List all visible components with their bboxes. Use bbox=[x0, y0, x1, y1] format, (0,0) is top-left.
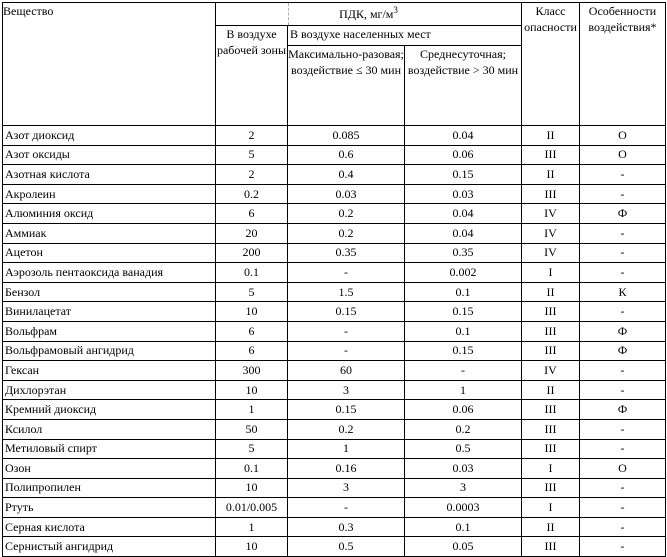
effect-cell: Ф bbox=[580, 321, 666, 341]
daily-avg-value-cell: 0.1 bbox=[405, 282, 522, 302]
work-zone-value-cell: 6 bbox=[216, 341, 288, 361]
column-header-populated-places: В воздухе населенных мест bbox=[288, 26, 522, 46]
table-row bbox=[3, 498, 666, 518]
effect-cell: Ф bbox=[580, 400, 666, 420]
effect-cell: - bbox=[580, 263, 666, 283]
effect-cell: Ф bbox=[580, 341, 666, 361]
column-header-effects: Особенности воздействия* bbox=[580, 3, 666, 126]
max-single-value-cell: 0.35 bbox=[288, 243, 405, 263]
daily-avg-value-cell: 0.06 bbox=[405, 400, 522, 420]
effect-cell: - bbox=[580, 380, 666, 400]
hazard-class-cell: I bbox=[522, 459, 580, 479]
daily-avg-value-cell: 0.35 bbox=[405, 243, 522, 263]
column-header-substance: Вещество bbox=[3, 3, 216, 126]
work-zone-value-cell: 50 bbox=[216, 419, 288, 439]
daily-avg-value-cell: 0.002 bbox=[405, 263, 522, 283]
substance-cell: Алюминия оксид bbox=[3, 204, 216, 224]
max-single-value-cell: 1.5 bbox=[288, 282, 405, 302]
hazard-class-cell: III bbox=[522, 302, 580, 322]
daily-avg-value-cell: 0.15 bbox=[405, 341, 522, 361]
table-row bbox=[3, 263, 666, 283]
daily-avg-value-cell: 0.03 bbox=[405, 459, 522, 479]
hazard-class-cell: II bbox=[522, 380, 580, 400]
work-zone-value-cell: 0.01/0.005 bbox=[216, 498, 288, 518]
max-single-value-cell: - bbox=[288, 341, 405, 361]
hazard-class-cell: IV bbox=[522, 223, 580, 243]
work-zone-value-cell: 300 bbox=[216, 361, 288, 381]
substance-cell: Ртуть bbox=[3, 498, 216, 518]
max-single-value-cell: - bbox=[288, 321, 405, 341]
merged-cell-gridline bbox=[288, 3, 289, 25]
effect-cell: - bbox=[580, 361, 666, 381]
effect-cell: - bbox=[580, 498, 666, 518]
effect-cell: К bbox=[580, 282, 666, 302]
substance-cell: Аэрозоль пентаоксида ванадия bbox=[3, 263, 216, 283]
work-zone-value-cell: 10 bbox=[216, 302, 288, 322]
hazard-class-cell: II bbox=[522, 126, 580, 146]
substance-cell: Полипропилен bbox=[3, 478, 216, 498]
effect-cell: - bbox=[580, 184, 666, 204]
max-single-value-cell: 0.16 bbox=[288, 459, 405, 479]
max-single-value-cell: 0.15 bbox=[288, 400, 405, 420]
work-zone-value-cell: 1 bbox=[216, 400, 288, 420]
table-row bbox=[3, 223, 666, 243]
table-row bbox=[3, 184, 666, 204]
max-single-value-cell: 0.5 bbox=[288, 537, 405, 557]
hazard-class-cell: III bbox=[522, 145, 580, 165]
work-zone-value-cell: 10 bbox=[216, 380, 288, 400]
hazard-class-cell: II bbox=[522, 282, 580, 302]
table-row bbox=[3, 126, 666, 146]
table-row bbox=[3, 165, 666, 185]
work-zone-value-cell: 0.1 bbox=[216, 263, 288, 283]
effect-cell: - bbox=[580, 439, 666, 459]
table-row bbox=[3, 341, 666, 361]
substance-cell: Озон bbox=[3, 459, 216, 479]
hazard-class-cell: III bbox=[522, 537, 580, 557]
work-zone-value-cell: 5 bbox=[216, 282, 288, 302]
hazard-class-cell: III bbox=[522, 439, 580, 459]
work-zone-value-cell: 0.2 bbox=[216, 184, 288, 204]
hazard-class-cell: IV bbox=[522, 361, 580, 381]
effect-cell: О bbox=[580, 126, 666, 146]
max-single-value-cell: 0.2 bbox=[288, 204, 405, 224]
effect-cell: - bbox=[580, 165, 666, 185]
substance-cell: Азот оксиды bbox=[3, 145, 216, 165]
daily-avg-value-cell: 0.1 bbox=[405, 517, 522, 537]
max-single-value-cell: - bbox=[288, 498, 405, 518]
effect-cell: - bbox=[580, 537, 666, 557]
substance-cell: Вольфрамовый ангидрид bbox=[3, 341, 216, 361]
pdk-group-label: ПДК, мг/м bbox=[339, 7, 394, 21]
daily-avg-value-cell: 0.03 bbox=[405, 184, 522, 204]
max-single-value-cell: 3 bbox=[288, 478, 405, 498]
work-zone-value-cell: 1 bbox=[216, 517, 288, 537]
table-row bbox=[3, 439, 666, 459]
work-zone-value-cell: 10 bbox=[216, 537, 288, 557]
work-zone-value-cell: 2 bbox=[216, 165, 288, 185]
substance-cell: Метиловый спирт bbox=[3, 439, 216, 459]
table-row bbox=[3, 321, 666, 341]
hazard-class-cell: III bbox=[522, 478, 580, 498]
substance-cell: Акролеин bbox=[3, 184, 216, 204]
daily-avg-value-cell: 0.0003 bbox=[405, 498, 522, 518]
column-header-work-zone: В воздухе рабочей зоны bbox=[216, 26, 288, 126]
effect-cell: Ф bbox=[580, 204, 666, 224]
hazard-class-cell: IV bbox=[522, 204, 580, 224]
max-single-value-cell: 0.4 bbox=[288, 165, 405, 185]
max-single-value-cell: 1 bbox=[288, 439, 405, 459]
effect-cell: - bbox=[580, 478, 666, 498]
table-row bbox=[3, 380, 666, 400]
column-header-max-single: Максимально-разовая; воздействие ≤ 30 мин bbox=[288, 46, 405, 126]
work-zone-value-cell: 0.1 bbox=[216, 459, 288, 479]
substance-cell: Дихлорэтан bbox=[3, 380, 216, 400]
hazard-class-cell: III bbox=[522, 419, 580, 439]
table-row bbox=[3, 459, 666, 479]
table-body bbox=[3, 126, 666, 557]
work-zone-value-cell: 10 bbox=[216, 478, 288, 498]
max-single-value-cell: 0.085 bbox=[288, 126, 405, 146]
hazard-class-cell: I bbox=[522, 498, 580, 518]
effect-cell: - bbox=[580, 243, 666, 263]
daily-avg-value-cell: 0.15 bbox=[405, 165, 522, 185]
effect-cell: - bbox=[580, 517, 666, 537]
table-row bbox=[3, 282, 666, 302]
substance-cell: Ксилол bbox=[3, 419, 216, 439]
hazard-class-cell: IV bbox=[522, 243, 580, 263]
max-single-value-cell: 60 bbox=[288, 361, 405, 381]
max-single-value-cell: 0.2 bbox=[288, 419, 405, 439]
max-single-value-cell: - bbox=[288, 263, 405, 283]
daily-avg-value-cell: 0.5 bbox=[405, 439, 522, 459]
daily-avg-value-cell: 0.05 bbox=[405, 537, 522, 557]
daily-avg-value-cell: 0.04 bbox=[405, 223, 522, 243]
hazard-class-cell: II bbox=[522, 165, 580, 185]
effect-cell: - bbox=[580, 302, 666, 322]
table-header bbox=[3, 3, 666, 126]
table-row bbox=[3, 243, 666, 263]
substance-cell: Кремний диоксид bbox=[3, 400, 216, 420]
effect-cell: - bbox=[580, 223, 666, 243]
hazard-class-cell: II bbox=[522, 517, 580, 537]
daily-avg-value-cell: 1 bbox=[405, 380, 522, 400]
table-row bbox=[3, 400, 666, 420]
max-single-value-cell: 0.15 bbox=[288, 302, 405, 322]
hazard-class-cell: III bbox=[522, 341, 580, 361]
substance-cell: Вольфрам bbox=[3, 321, 216, 341]
work-zone-value-cell: 6 bbox=[216, 321, 288, 341]
table-row bbox=[3, 419, 666, 439]
table-row bbox=[3, 302, 666, 322]
substance-cell: Азотная кислота bbox=[3, 165, 216, 185]
table-row bbox=[3, 537, 666, 557]
daily-avg-value-cell: 3 bbox=[405, 478, 522, 498]
hazard-class-cell: III bbox=[522, 321, 580, 341]
max-single-value-cell: 0.03 bbox=[288, 184, 405, 204]
max-single-value-cell: 0.2 bbox=[288, 223, 405, 243]
work-zone-value-cell: 2 bbox=[216, 126, 288, 146]
daily-avg-value-cell: 0.04 bbox=[405, 204, 522, 224]
hazard-class-cell: III bbox=[522, 184, 580, 204]
substance-cell: Ацетон bbox=[3, 243, 216, 263]
pdk-unit-superscript: 3 bbox=[393, 5, 398, 15]
table-row bbox=[3, 361, 666, 381]
pdk-table bbox=[2, 2, 666, 557]
work-zone-value-cell: 200 bbox=[216, 243, 288, 263]
effect-cell: - bbox=[580, 419, 666, 439]
max-single-value-cell: 3 bbox=[288, 380, 405, 400]
table-row bbox=[3, 478, 666, 498]
substance-cell: Винилацетат bbox=[3, 302, 216, 322]
substance-cell: Сернистый ангидрид bbox=[3, 537, 216, 557]
effect-cell: О bbox=[580, 145, 666, 165]
table-row bbox=[3, 204, 666, 224]
work-zone-value-cell: 5 bbox=[216, 145, 288, 165]
substance-cell: Гексан bbox=[3, 361, 216, 381]
substance-cell: Аммиак bbox=[3, 223, 216, 243]
daily-avg-value-cell: 0.04 bbox=[405, 126, 522, 146]
hazard-class-cell: III bbox=[522, 400, 580, 420]
substance-cell: Серная кислота bbox=[3, 517, 216, 537]
table-row bbox=[3, 517, 666, 537]
max-single-value-cell: 0.6 bbox=[288, 145, 405, 165]
daily-avg-value-cell: 0.2 bbox=[405, 419, 522, 439]
substance-cell: Азот диоксид bbox=[3, 126, 216, 146]
hazard-class-cell: I bbox=[522, 263, 580, 283]
column-header-daily-avg: Среднесуточная; воздействие > 30 мин bbox=[405, 46, 522, 126]
daily-avg-value-cell: 0.15 bbox=[405, 302, 522, 322]
column-header-pdk-group bbox=[216, 3, 522, 26]
work-zone-value-cell: 20 bbox=[216, 223, 288, 243]
substance-cell: Бензол bbox=[3, 282, 216, 302]
table-row bbox=[3, 145, 666, 165]
daily-avg-value-cell: 0.06 bbox=[405, 145, 522, 165]
max-single-value-cell: 0.3 bbox=[288, 517, 405, 537]
daily-avg-value-cell: - bbox=[405, 361, 522, 381]
daily-avg-value-cell: 0.1 bbox=[405, 321, 522, 341]
work-zone-value-cell: 5 bbox=[216, 439, 288, 459]
effect-cell: О bbox=[580, 459, 666, 479]
column-header-hazard-class: Класс опасности bbox=[522, 3, 580, 126]
work-zone-value-cell: 6 bbox=[216, 204, 288, 224]
